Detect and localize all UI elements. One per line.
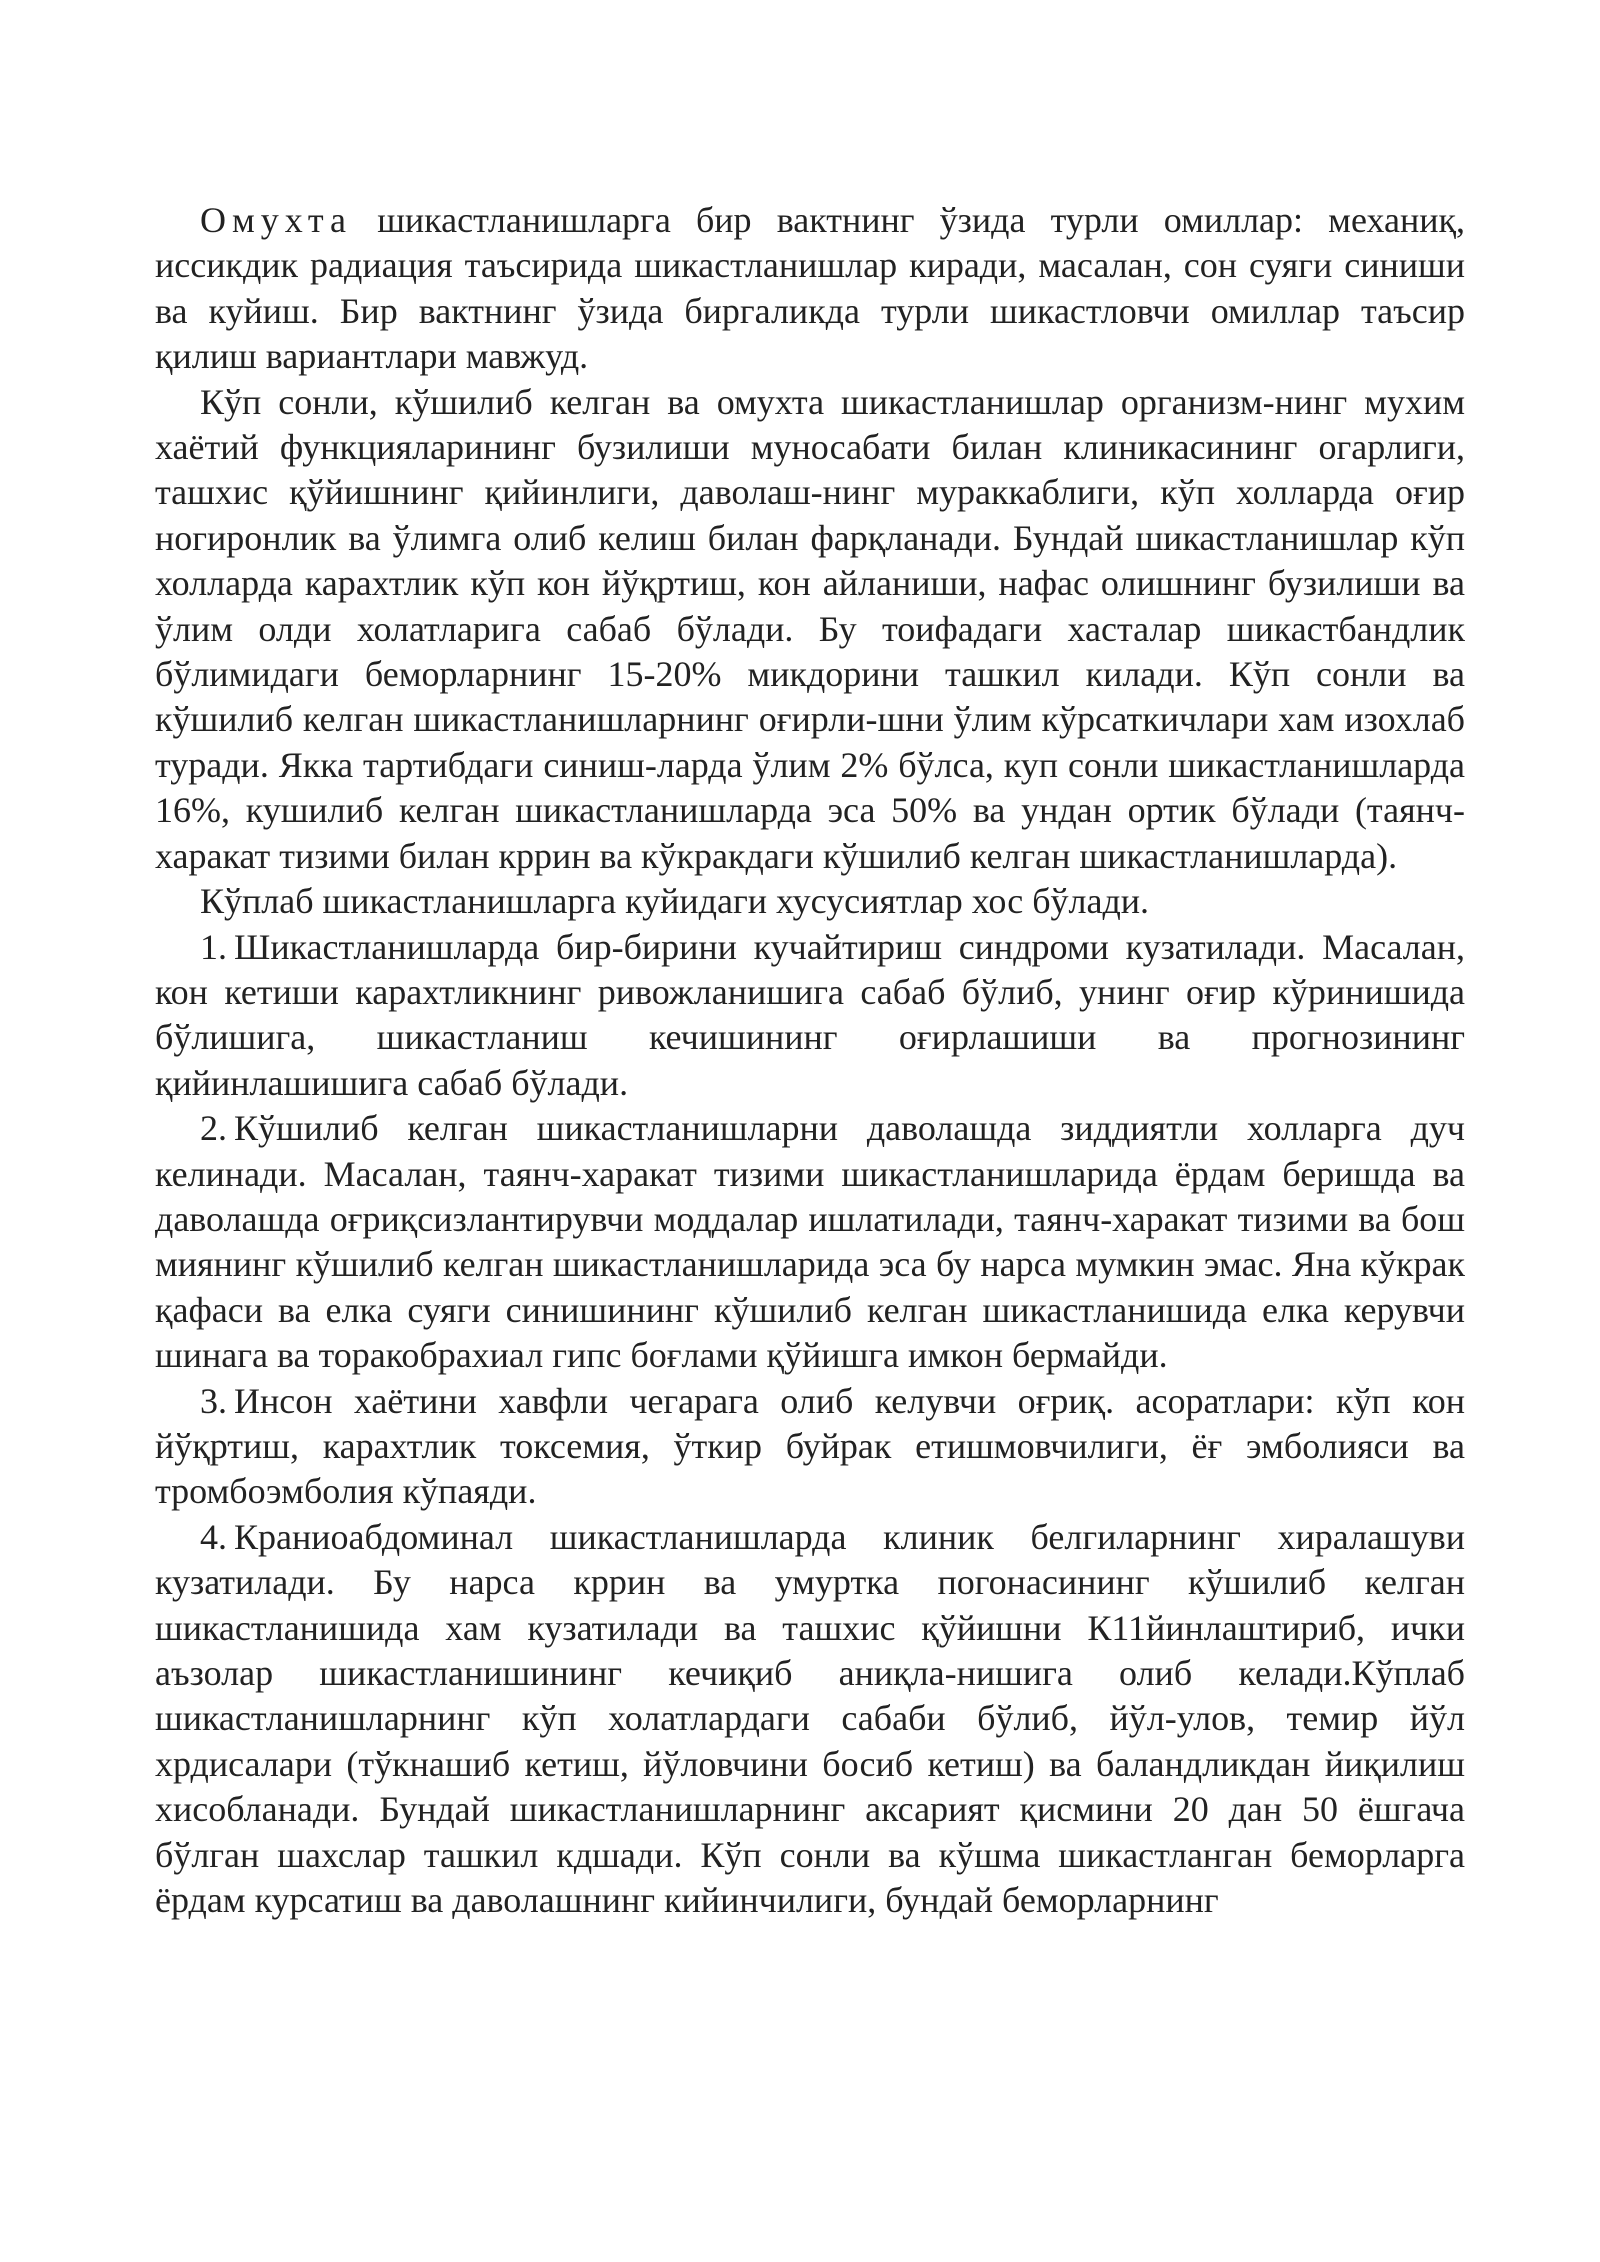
term-omukhta: Омухта [200,200,353,240]
list-item-text: Кўшилиб келган шикастланишларни даволашда зиддиятли холларга дуч келинади. Масалан, таянч-харакат тизими шикастланишларида ёрдам беришда ва даволашда оғриқсизлантирувчи моддалар ишлатилади, таянч-харакат тизими ва бош миянинг кўшилиб келган шикастланишларида эса бу нарса мумкин эмас. Яна кўкрак қафаси ва елка суяги синишининг кўшилиб келган шикастланишида елка керувчи шинага ва торакобрахиал гипс боғлами қўйишга имкон бермайди. [155,1108,1465,1376]
list-item-number: 4. [200,1516,227,1557]
list-item-number: 1. [200,926,227,967]
list-item [155,925,1465,1107]
list-item-text: Шикастланишларда бир-бирини кучайтириш синдроми кузатилади. Масалан, кон кетиши карахтликнинг ривожланишига сабаб бўлиб, унинг оғир кўринишида бўлишига, шикастланиш кечишининг оғирлашиши ва прогнозининг қийинлашишига сабаб бўлади. [155,926,1465,1103]
paragraph-features-intro: Кўплаб шикастланишларга куйидаги хусусиятлар хос бўлади. [200,881,1150,922]
list-item [155,1106,1465,1378]
document-page [155,198,1465,1923]
list-item-text: Краниоабдоминал шикастланишларда клиник белгиларнинг хиралашуви кузатилади. Бу нарса кррин ва умуртка погонасининг кўшилиб келган шикастланишида хам кузатилади ва ташхис қўйишни К11йинлаштириб, ички аъзолар шикастланишининг кечиқиб аниқла-нишига олиб келади.Кўплаб шикастланишларнинг кўп холатлардаги сабаби бўлиб, йўл-улов, темир йўл хрдисалари (тўкнашиб кетиш, йўловчини босиб кетиш) ва баландликдан йиқилиш хисобланади. Бундай шикастланишларнинг аксарият қисмини 20 дан 50 ёшгача бўлган шахслар ташкил кдшади. Кўп сонли ва кўшма шикастланган беморларга ёрдам курсатиш ва даволашнинг кийинчилиги, бундай беморларнинг [155,1516,1465,1921]
paragraph-multiple-injuries: Кўп сонли, кўшилиб келган ва омухта шикастланишлар организм-нинг мухим хаётий функцияларининг бузилиши муносабати билан клиникасининг огарлиги, ташхис қўйишнинг қийинлиги, даволаш-нинг мураккаблиги, кўп холларда оғир ногиронлик ва ўлимга олиб келиш билан фарқланади. Бундай шикастланишлар кўп холларда карахтлик кўп кон йўқртиш, кон айланиши, нафас олишнинг бузилиши ва ўлим олди холатларига сабаб бўлади. Бу тоифадаги хасталар шикастбандлик бўлимидаги беморларнинг 15-20% микдорини ташкил килади. Кўп сонли ва кўшилиб келган шикастланишларнинг оғирли-шни ўлим кўрсаткичлари хам изохлаб туради. Якка тартибдаги синиш-ларда ўлим 2% бўлса, куп сонли шикастланишларда 16%, кушилиб келган шикастланишларда эса 50% ва ундан ортик бўлади (таянч-харакат тизими билан кррин ва кўкракдаги кўшилиб келган шикастланишларда). [155,381,1465,876]
list-item-number: 3. [200,1380,227,1421]
list-item-text: Инсон хаётини хавфли чегарага олиб келувчи оғриқ. асоратлари: кўп кон йўқртиш, карахтлик токсемия, ўткир буйрак етишмовчилиги, ёғ эмболияси ва тромбоэмболия кўпаяди. [155,1380,1465,1512]
list-item [155,1379,1465,1515]
paragraph-combined-injuries [155,198,1465,380]
paragraph-text: шикастланишларга бир вактнинг ўзида турли омиллар: механиқ, иссикдик радиация таъсирида шикастланишлар киради, масалан, сон суяги синиши ва куйиш. Бир вактнинг ўзида биргаликда турли шикастловчи омиллар таъсир қилиш вариантлари мавжуд. [155,200,1465,377]
list-item-number: 2. [200,1108,227,1149]
list-item [155,1515,1465,1924]
